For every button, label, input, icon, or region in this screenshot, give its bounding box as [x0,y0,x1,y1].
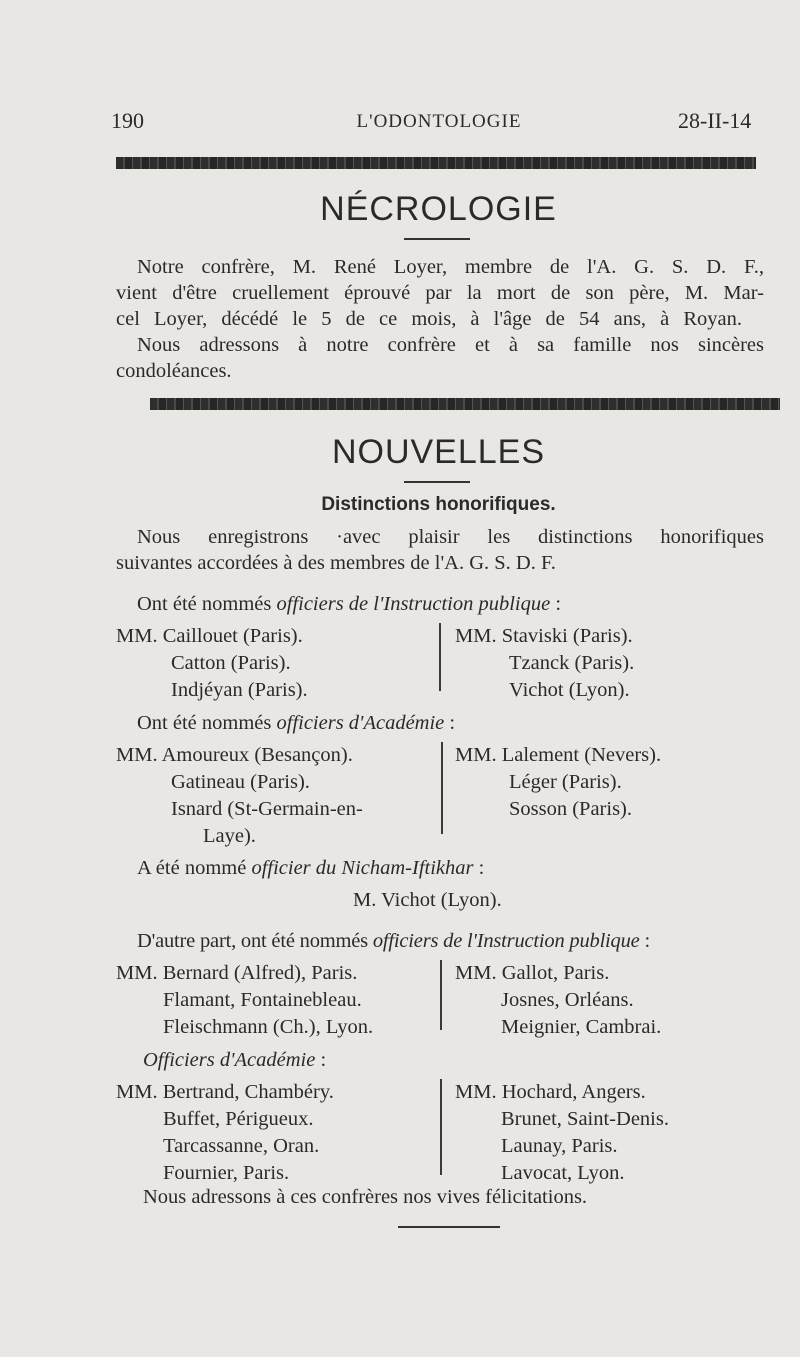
necrologie-line: condoléances. [116,360,232,382]
page-number: 190 [111,108,144,133]
name-entry: MM. Amoureux (Besançon). [116,744,353,766]
name-entry: Fournier, Paris. [163,1162,290,1184]
name-entry: MM. Staviski (Paris). [455,625,633,647]
nouvelles-heading: NOUVELLES [331,433,546,471]
group-lead: D'autre part, ont été nommés officiers de l'Instruction publique : [137,930,650,952]
name-entry: MM. Hochard, Angers. [455,1081,646,1103]
end-rule [398,1226,500,1228]
name-entry: Gatineau (Paris). [171,771,310,793]
intro-line: Nous enregistrons ·avec plaisir les distinctions honorifiques [137,526,764,548]
group-lead: Ont été nommés officiers de l'Instruction publique : [137,593,562,615]
name-entry: MM. Bertrand, Chambéry. [116,1081,334,1103]
closing-line: Nous adressons à ces confrères nos vives félicitations. [143,1186,588,1208]
column-divider [440,960,442,1030]
name-entry: Vichot (Lyon). [509,679,630,701]
names-left-column [116,960,373,1041]
group-lead: Ont été nommés officiers d'Académie : [137,712,456,734]
names-left-column [116,1079,334,1187]
column-divider [440,1079,442,1175]
necrologie-line: vient d'être cruellement éprouvé par la mort de son père, M. Mar- [116,282,764,304]
name-entry: Flamant, Fontainebleau. [163,989,362,1011]
issue-date: 28-II-14 [678,108,752,133]
necrologie-heading: NÉCROLOGIE [320,190,557,228]
names-right-column [455,742,661,823]
name-entry: Launay, Paris. [501,1135,618,1157]
column-divider [441,742,443,834]
name-entry: Tzanck (Paris). [509,652,635,674]
names-left-column [116,742,363,850]
names-right-column [455,1079,669,1187]
name-entry: Lavocat, Lyon. [501,1162,625,1184]
name-entry: MM. Gallot, Paris. [455,962,610,984]
short-rule [404,238,470,240]
name-entry: Buffet, Périgueux. [163,1108,314,1130]
name-entry: MM. Bernard (Alfred), Paris. [116,962,358,984]
short-rule [404,481,470,483]
name-entry: Laye). [203,825,256,847]
names-right-column [455,960,661,1041]
name-entry: Isnard (St-Germain-en- [171,798,363,820]
name-entry: MM. Caillouet (Paris). [116,625,303,647]
name-entry: MM. Lalement (Nevers). [455,744,662,766]
section-subtitle: Distinctions honorifiques. [321,494,556,515]
name-entry: Josnes, Orléans. [501,989,634,1011]
necrologie-line: Nous adressons à notre confrère et à sa famille nos sincères [137,334,764,356]
names-left-column [116,623,308,704]
name-entry: Tarcassanne, Oran. [163,1135,320,1157]
names-right-column [455,623,634,704]
name-entry: Sosson (Paris). [509,798,633,820]
name-entry: Brunet, Saint-Denis. [501,1108,669,1130]
journal-title: L'ODONTOLOGIE [356,111,522,132]
name-entry: Fleischmann (Ch.), Lyon. [163,1016,374,1038]
name-entry: M. Vichot (Lyon). [353,889,502,911]
ornamental-rule [150,398,780,410]
name-entry: Catton (Paris). [171,652,291,674]
column-divider [439,623,441,691]
name-entry: Meignier, Cambrai. [501,1016,662,1038]
ornamental-rule [116,157,756,169]
intro-line: suivantes accordées à des membres de l'A. G. S. D. F. [116,552,556,574]
name-entry: Léger (Paris). [509,771,622,793]
name-entry: Indjéyan (Paris). [171,679,308,701]
necrologie-line: Notre confrère, M. René Loyer, membre de l'A. G. S. D. F., [137,256,764,278]
group-lead: A été nommé officier du Nicham-Iftikhar : [137,857,485,879]
necrologie-line: cel Loyer, décédé le 5 de ce mois, à l'âge de 54 ans, à Royan. [116,308,742,330]
group-lead: Officiers d'Académie : [143,1049,327,1071]
